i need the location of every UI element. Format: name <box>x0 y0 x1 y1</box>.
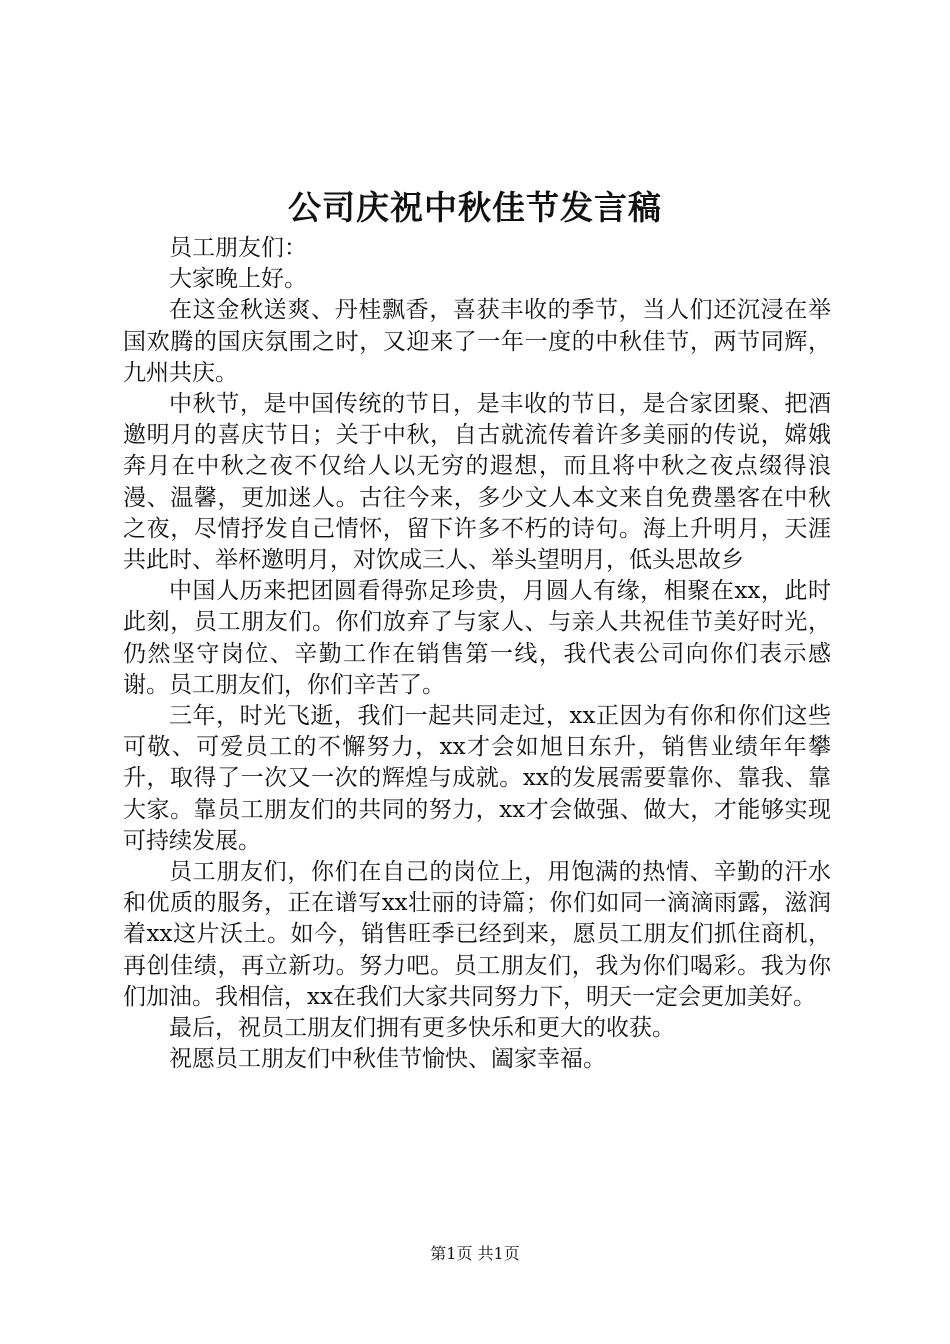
closing-paragraph: 最后，祝员工朋友们拥有更多快乐和更大的收获。 <box>169 1015 675 1042</box>
page-number-footer: 第1页 共1页 <box>430 1244 520 1263</box>
greeting-paragraph: 大家晚上好。 <box>169 266 307 293</box>
document-title: 公司庆祝中秋佳节发言稿 <box>288 188 662 227</box>
document-body <box>123 233 831 1075</box>
body-paragraph: 中国人历来把团圆看得弥足珍贵，月圆人有缘，相聚在xx，此时此刻，员工朋友们。你们放弃了与家人、与亲人共祝佳节美好时光，仍然坚守岗位、辛勤工作在销售第一线，我代表公司向你们表示感谢。员工朋友们，你们辛苦了。 <box>123 578 831 698</box>
body-paragraph: 员工朋友们，你们在自己的岗位上，用饱满的热情、辛勤的汗水和优质的服务，正在谱写xx壮丽的诗篇；你们如同一滴滴雨露，滋润着xx这片沃土。如今，销售旺季已经到来，愿员工朋友们抓住商机，再创佳绩，再立新功。努力吧。员工朋友们，我为你们喝彩。我为你们加油。我相信，xx在我们大家共同努力下，明天一定会更加美好。 <box>123 859 831 1010</box>
closing-paragraph: 祝愿员工朋友们中秋佳节愉快、阖家幸福。 <box>169 1046 606 1073</box>
salutation-paragraph: 员工朋友们： <box>169 235 307 261</box>
body-paragraph: 在这金秋送爽、丹桂飘香，喜获丰收的季节，当人们还沉浸在举国欢腾的国庆氛围之时，又迎来了一年一度的中秋佳节，两节同辉，九州共庆。 <box>123 297 831 386</box>
body-paragraph: 中秋节，是中国传统的节日，是丰收的节日，是合家团聚、把酒邀明月的喜庆节日；关于中秋，自古就流传着许多美丽的传说，嫦娥奔月在中秋之夜不仅给人以无穷的遐想，而且将中秋之夜点缀得浪漫、温馨，更加迷人。古往今来，多少文人本文来自免费墨客在中秋之夜，尽情抒发自己情怀，留下许多不朽的诗句。海上升明月，天涯共此时、举杯邀明月，对饮成三人、举头望明月，低头思故乡 <box>123 391 831 574</box>
body-paragraph: 三年，时光飞逝，我们一起共同走过，xx正因为有你和你们这些可敬、可爱员工的不懈努力，xx才会如旭日东升，销售业绩年年攀升，取得了一次又一次的辉煌与成就。xx的发展需要靠你、靠我、靠大家。靠员工朋友们的共同的努力，xx才会做强、做大，才能够实现可持续发展。 <box>123 703 831 854</box>
